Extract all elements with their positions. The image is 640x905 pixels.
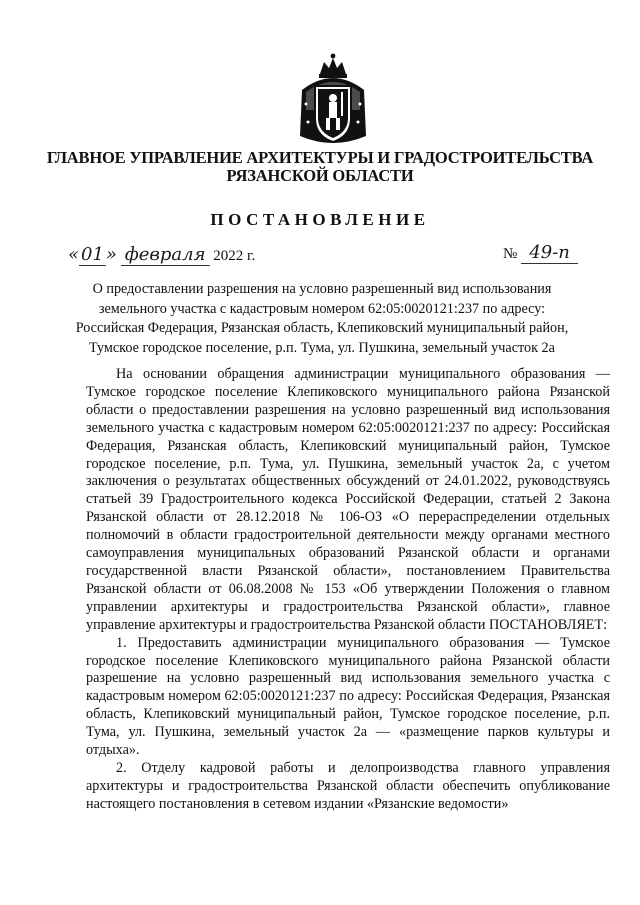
subject-line: О предоставлении разрешения на условно разрешенный вид использования bbox=[92, 281, 552, 297]
organization-name-line1: ГЛАВНОЕ УПРАВЛЕНИЕ АРХИТЕКТУРЫ И ГРАДОСТРОИТЕЛЬСТВА bbox=[46, 148, 594, 167]
body-paragraph-preamble: На основании обращения администрации муниципального образования — Тумское городское поселение Клепиковского муниципального района Рязанской области о предоставлении разрешения на условно разрешенный вид использования земельного участка с кадастровым номером 62:05:0020121:237 по адресу: Российская Федерация, Рязанская область, Клепиковский муниципальный район, Тумское городское поселение, р.п. Тума, ул. Пушкина, земельный участок 2а, с учетом заключения о результатах общественных обсуждений от 24.01.2022, руководствуясь статьей 39 Градостроительного кодекса Российской Федерации, статьей 2 Закона Рязанской области от 28.12.2018 № 106-ОЗ «О перераспределении отдельных полномочий в области градостроительной деятельности между органами местного самоуправления муниципальных образований Рязанской области и органами государственной власти Рязанской области», постановлением Правительства Рязанской области от 06.08.2008 № 153 «Об утверждении Положения о главном управлении архитектуры и градостроительства Рязанской области», главное управление архитектуры и градостроительства Рязанской области ПОСТАНОВЛЯЕТ: bbox=[86, 366, 610, 633]
date-month: февраля bbox=[121, 244, 210, 266]
document-subject bbox=[72, 280, 572, 358]
document-date bbox=[68, 244, 255, 266]
subject-line: Российская Федерация, Рязанская область, Клепиковский муниципальный район, bbox=[75, 320, 569, 337]
date-year: 2022 г. bbox=[213, 248, 256, 264]
number-value: 49-п bbox=[521, 242, 578, 264]
date-open-quote: « bbox=[68, 244, 80, 265]
date-close-quote: » bbox=[105, 244, 117, 265]
document-number bbox=[503, 242, 578, 264]
organization-name-line2: РЯЗАНСКОЙ ОБЛАСТИ bbox=[226, 166, 414, 185]
body-paragraph-item-1: 1. Предоставить администрации муниципального образования — Тумское городское поселение Клепиковского муниципального района Рязанской области разрешение на условно разрешенный вид использования земельного участка с кадастровым номером 62:05:0020121:237 по адресу: Российская Федерация, Рязанская область, Клепиковский муниципальный район, Тумское городское поселение, р.п. Тума, ул. Пушкина, земельный участок 2а — «размещение парков культуры и отдыха». bbox=[86, 634, 610, 759]
date-day: 01 bbox=[81, 244, 104, 265]
document-body bbox=[86, 366, 610, 814]
ryazan-coat-of-arms-icon bbox=[296, 52, 370, 152]
document-title: ПОСТАНОВЛЕНИЕ bbox=[210, 210, 430, 229]
subject-line: Тумское городское поселение, р.п. Тума, ул. Пушкина, земельный участок 2а bbox=[89, 339, 555, 356]
subject-line: земельного участка с кадастровым номером 62:05:0020121:237 по адресу: bbox=[98, 300, 546, 317]
number-label: № bbox=[503, 246, 518, 262]
body-paragraph-item-2: 2. Отделу кадровой работы и делопроизводства главного управления архитектуры и градостроительства Рязанской области обеспечить опубликование настоящего постановления в сетевом издании «Рязанские ведомости» bbox=[86, 759, 610, 812]
